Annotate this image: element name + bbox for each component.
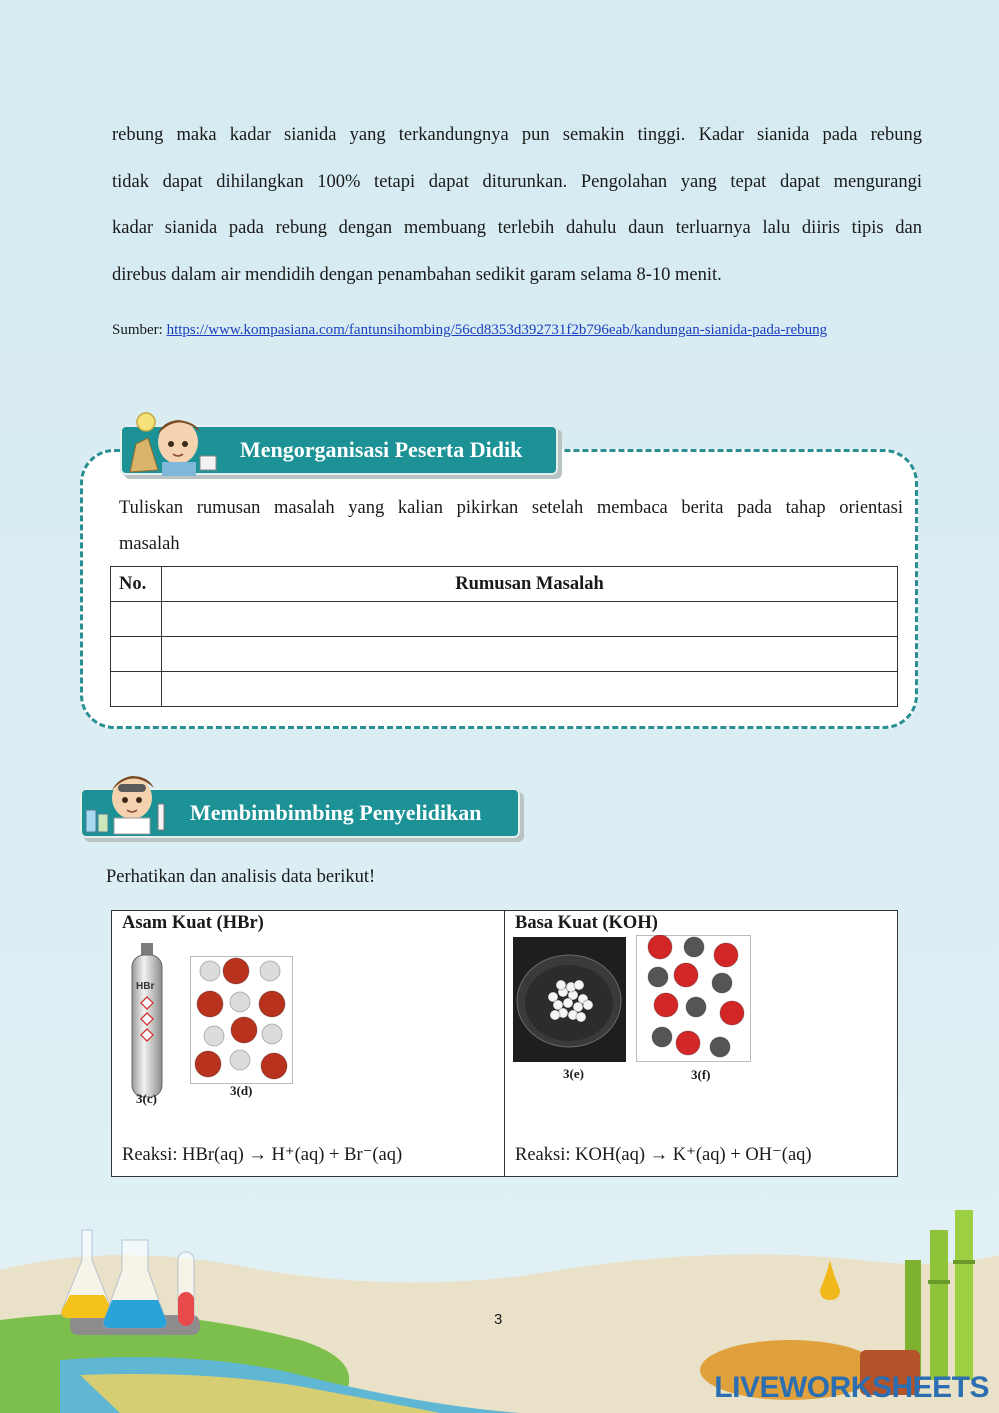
bromine-atom-icon xyxy=(195,1051,221,1077)
oxygen-atom-icon xyxy=(654,993,678,1017)
data-row xyxy=(112,911,898,1177)
hydrogen-atom-icon xyxy=(230,992,250,1012)
gas-cylinder-image xyxy=(130,943,164,1099)
column-header-problem: Rumusan Masalah xyxy=(162,567,898,602)
hydrogen-atom-icon xyxy=(260,961,280,981)
number-cell[interactable] xyxy=(111,602,162,637)
pellet-icon xyxy=(576,1012,586,1022)
problem-input[interactable] xyxy=(162,672,897,706)
bromine-atom-icon xyxy=(261,1053,287,1079)
pellet-icon xyxy=(563,998,573,1008)
source-link[interactable]: https://www.kompasiana.com/fantunsihombing/56cd8353d392731f2b796eab/kandungan-sianida-pada-rebung xyxy=(166,322,828,338)
bromine-atom-icon xyxy=(259,991,285,1017)
test-tube-icon xyxy=(178,1252,194,1326)
hydrogen-atom-icon xyxy=(230,1050,250,1070)
figure-caption: 3(e) xyxy=(563,1066,584,1081)
page-number: 3 xyxy=(494,1311,503,1328)
paragraph-line: kadar sianida pada rebung dengan membuang terlebih dahulu daun terluarnya lalu diiris tipis dan xyxy=(112,218,922,238)
source-label: Sumber: xyxy=(112,322,167,338)
table-header-row xyxy=(111,567,898,602)
number-input[interactable] xyxy=(111,637,161,671)
hydrogen-atom-icon xyxy=(204,1026,224,1046)
number-input[interactable] xyxy=(111,602,161,636)
paragraph-line: tidak dapat dihilangkan 100% tetapi dapat diturunkan. Pengolahan yang tepat dapat mengurangi xyxy=(112,171,922,192)
potassium-atom-icon xyxy=(710,1037,730,1057)
number-cell[interactable] xyxy=(111,637,162,672)
potassium-atom-icon xyxy=(684,937,704,957)
section-title: Mengorganisasi Peserta Didik xyxy=(240,437,523,462)
scientist-mascot-icon xyxy=(82,768,182,836)
oxygen-atom-icon xyxy=(674,963,698,987)
potassium-atom-icon xyxy=(712,973,732,993)
problem-cell[interactable] xyxy=(162,637,898,672)
pellet-icon xyxy=(556,980,566,990)
pellet-icon xyxy=(550,1010,560,1020)
student-mascot-icon xyxy=(118,408,222,478)
bromine-atom-icon xyxy=(223,958,249,984)
column-header-number: No. xyxy=(111,567,162,602)
pellet-icon xyxy=(583,1000,593,1010)
number-cell[interactable] xyxy=(111,672,162,707)
pellet-icon xyxy=(574,980,584,990)
article-paragraph xyxy=(112,112,922,298)
instruction-text xyxy=(119,490,903,562)
table-row xyxy=(111,672,898,707)
instruction-line: masalah xyxy=(119,534,180,554)
koh-pellets-image xyxy=(513,937,626,1062)
problem-cell[interactable] xyxy=(162,672,898,707)
strong-base-cell xyxy=(505,911,898,1177)
koh-molecules-image xyxy=(636,935,751,1062)
data-table xyxy=(111,910,898,1177)
hydrogen-atom-icon xyxy=(262,1024,282,1044)
oxygen-atom-icon xyxy=(714,943,738,967)
figure-caption: 3(c) xyxy=(136,1091,157,1106)
potassium-atom-icon xyxy=(648,967,668,987)
analysis-instruction: Perhatikan dan analisis data berikut! xyxy=(106,867,376,887)
paragraph-line: direbus dalam air mendidih dengan penambahan sedikit garam selama 8-10 menit. xyxy=(112,264,722,285)
problem-cell[interactable] xyxy=(162,602,898,637)
section-title: Membimbimbing Penyelidikan xyxy=(190,800,482,825)
potassium-atom-icon xyxy=(652,1027,672,1047)
watermark-logo: LIVEWORKSHEETS xyxy=(714,1371,989,1404)
oxygen-atom-icon xyxy=(720,1001,744,1025)
number-input[interactable] xyxy=(111,672,161,706)
bromine-atom-icon xyxy=(197,991,223,1017)
problem-formulation-table xyxy=(110,566,898,707)
acid-reaction: Reaksi: HBr(aq) → H⁺(aq) + Br⁻(aq) xyxy=(122,1145,403,1165)
base-reaction: Reaksi: KOH(aq) → K⁺(aq) + OH⁻(aq) xyxy=(515,1145,812,1165)
strong-base-title: Basa Kuat (KOH) xyxy=(515,913,658,933)
figure-caption: 3(f) xyxy=(691,1067,711,1082)
source-citation xyxy=(112,322,827,339)
strong-acid-cell xyxy=(112,911,505,1177)
problem-input[interactable] xyxy=(162,637,897,671)
strong-acid-title: Asam Kuat (HBr) xyxy=(122,913,264,933)
oxygen-atom-icon xyxy=(676,1031,700,1055)
potassium-atom-icon xyxy=(686,997,706,1017)
cylinder-label: HBr xyxy=(136,981,155,992)
hydrogen-atom-icon xyxy=(200,961,220,981)
table-row xyxy=(111,602,898,637)
bromine-atom-icon xyxy=(231,1017,257,1043)
oxygen-atom-icon xyxy=(648,935,672,959)
hbr-molecules-image xyxy=(190,956,293,1084)
problem-input[interactable] xyxy=(162,602,897,636)
table-row xyxy=(111,637,898,672)
paragraph-line: rebung maka kadar sianida yang terkandungnya pun semakin tinggi. Kadar sianida pada rebung xyxy=(112,125,922,145)
figure-caption: 3(d) xyxy=(230,1083,253,1098)
instruction-line: Tuliskan rumusan masalah yang kalian pikirkan setelah membaca berita pada tahap orientasi xyxy=(119,498,903,518)
